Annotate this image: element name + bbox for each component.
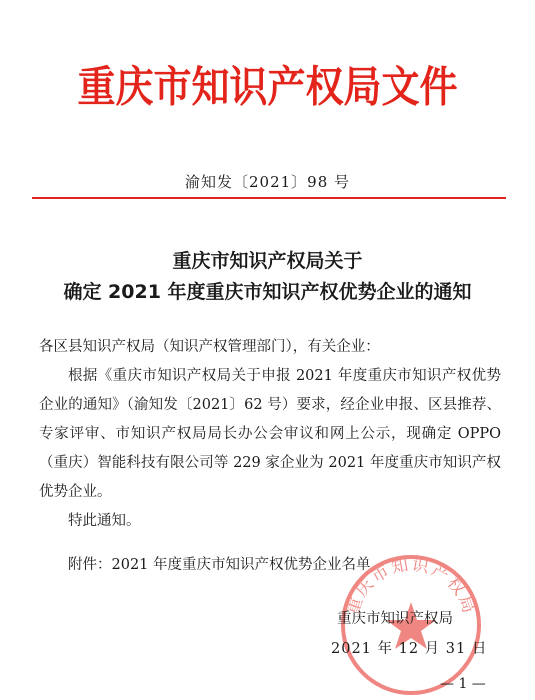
seal-text: 重庆市知识产权局: [342, 555, 480, 618]
notice-title-line2: 确定 2021 年度重庆市知识产权优势企业的通知: [63, 281, 472, 303]
signature-date: 2021 年 12 月 31 日: [331, 641, 488, 657]
signature-organization: 重庆市知识产权局: [337, 611, 453, 627]
issuer-title: 重庆市知识产权局文件: [77, 62, 458, 112]
attachment-line: 附件：2021 年度重庆市知识产权优势企业名单: [68, 557, 371, 573]
body-paragraph: 根据《重庆市知识产权局关于申报 2021 年度重庆市知识产权优势企业的通知》（渝知发〔2021〕62 号）要求，经企业申报、区县推荐、专家评审、市知识产权局局长办公会审议和网上公示，现确定 OPPO（重庆）智能科技有限公司等 229 家企业为 2021 年度重庆市知识产权优势企业。: [39, 368, 501, 500]
notice-title-line1: 重庆市知识产权局关于: [172, 250, 363, 272]
closing-line: 特此通知。: [68, 513, 141, 529]
red-divider-line: [32, 197, 506, 199]
document-number: 渝知发〔2021〕98 号: [184, 173, 351, 191]
page-number: — 1 —: [440, 676, 486, 692]
salutation: 各区县知识产权局（知识产权管理部门），有关企业：: [39, 339, 380, 355]
